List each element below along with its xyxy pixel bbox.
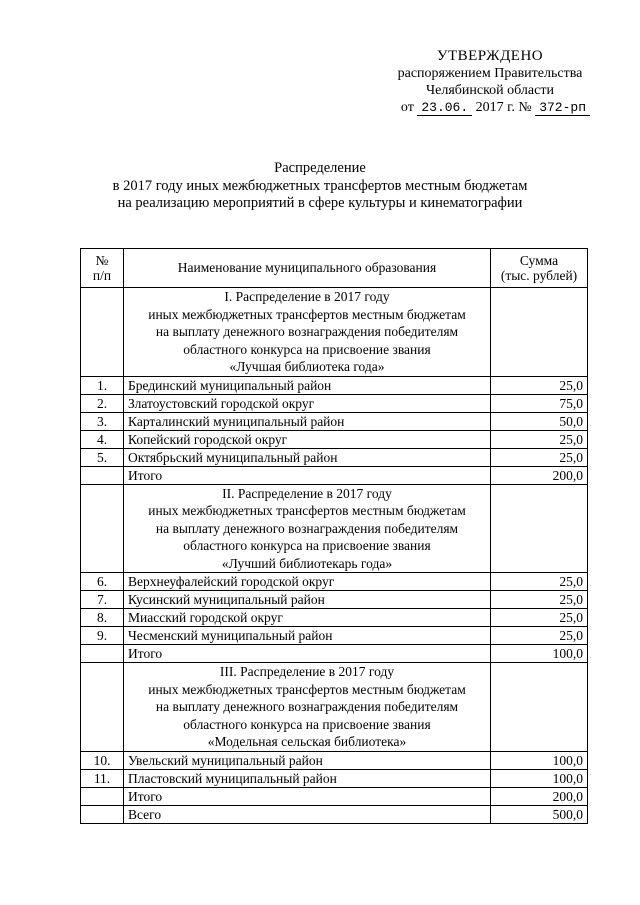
approval-year: 2017 г. № <box>475 100 532 115</box>
header-sum <box>491 249 588 288</box>
subtotal-number-cell <box>81 787 124 805</box>
row-number: 11. <box>81 769 124 787</box>
table-body <box>81 288 588 824</box>
header-sum-line-2: (тыс. рублей) <box>500 268 578 283</box>
table-row <box>81 412 588 430</box>
row-number: 10. <box>81 751 124 769</box>
section-title-line: II. Распределение в 2017 году <box>222 485 392 501</box>
title-line-1: Распределение <box>274 160 366 176</box>
approval-line-2: Челябинской области <box>426 83 554 98</box>
section-sum-cell <box>491 484 588 573</box>
subtotal-value: 100,0 <box>491 645 588 663</box>
table-row <box>81 394 588 412</box>
row-name: Кусинский муниципальный район <box>124 591 491 609</box>
section-title-line: областного конкурса на присвоение звания <box>183 341 431 357</box>
row-name: Чесменский муниципальный район <box>124 627 491 645</box>
section-title-line: на выплату денежного вознаграждения победителям <box>155 699 459 714</box>
row-number: 3. <box>81 412 124 430</box>
table-row <box>81 627 588 645</box>
section-number-cell <box>81 484 124 573</box>
row-name: Миасский городской округ <box>124 609 491 627</box>
date-prefix: от <box>400 100 414 115</box>
table-row <box>81 376 588 394</box>
row-sum: 25,0 <box>491 609 588 627</box>
subtotal-value: 200,0 <box>491 466 588 484</box>
subtotal-value: 200,0 <box>491 787 588 805</box>
table-row <box>81 430 588 448</box>
row-sum: 25,0 <box>491 573 588 591</box>
header-number <box>81 249 124 288</box>
row-name: Карталинский муниципальный район <box>124 412 491 430</box>
table-row <box>81 769 588 787</box>
section-title-line: областного конкурса на присвоение звания <box>183 538 431 553</box>
grand-total-row <box>81 805 588 823</box>
row-name: Октябрьский муниципальный район <box>124 448 491 466</box>
row-name: Верхнеуфалейский городской округ <box>124 573 491 591</box>
grand-total-value: 500,0 <box>491 805 588 823</box>
section-sum-cell <box>491 663 588 752</box>
section-title-line: «Модельная сельская библиотека» <box>207 734 407 749</box>
row-number: 7. <box>81 591 124 609</box>
subtotal-label: Итого <box>124 645 491 663</box>
subtotal-number-cell <box>81 645 124 663</box>
subtotal-row <box>81 645 588 663</box>
row-name: Увельский муниципальный район <box>124 751 491 769</box>
header-name: Наименование муниципального образования <box>124 249 491 288</box>
section-title-line: на выплату денежного вознаграждения победителям <box>155 324 459 339</box>
row-number: 8. <box>81 609 124 627</box>
subtotal-label: Итого <box>124 466 491 484</box>
row-sum: 25,0 <box>491 376 588 394</box>
section-sum-cell <box>491 288 588 377</box>
section-header-row <box>81 484 588 573</box>
section-title <box>124 663 491 752</box>
row-sum: 25,0 <box>491 591 588 609</box>
row-number: 9. <box>81 627 124 645</box>
approval-number: 372-рп <box>535 100 590 116</box>
distribution-table <box>80 248 588 824</box>
section-title-line: иных межбюджетных трансфертов местным бюджетам <box>148 503 466 518</box>
header-number-line-1: № <box>95 253 109 268</box>
row-sum: 25,0 <box>491 430 588 448</box>
row-number: 4. <box>81 430 124 448</box>
section-title-line: иных межбюджетных трансфертов местным бюджетам <box>148 306 466 322</box>
section-title-line: на выплату денежного вознаграждения победителям <box>155 520 459 536</box>
subtotal-row <box>81 466 588 484</box>
section-title-line: «Лучший библиотекарь года» <box>221 555 393 571</box>
section-title <box>124 288 491 377</box>
section-header-row <box>81 288 588 377</box>
section-title-line: областного конкурса на присвоение звания <box>183 716 431 732</box>
approval-block <box>380 48 600 116</box>
approval-date: 23.06. <box>417 100 472 116</box>
row-sum: 100,0 <box>491 769 588 787</box>
table-row <box>81 751 588 769</box>
row-sum: 75,0 <box>491 394 588 412</box>
row-name: Златоустовский городской округ <box>124 394 491 412</box>
subtotal-row <box>81 787 588 805</box>
row-number: 2. <box>81 394 124 412</box>
document-title <box>0 160 640 213</box>
approval-line-1: распоряжением Правительства <box>397 66 583 81</box>
section-title-line: «Лучшая библиотека года» <box>229 359 385 374</box>
section-title <box>124 484 491 573</box>
row-number: 5. <box>81 448 124 466</box>
header-number-line-2: п/п <box>92 268 112 283</box>
title-line-3: на реализацию мероприятий в сфере культуры и кинематографии <box>117 195 523 211</box>
table-header-row <box>81 249 588 288</box>
row-name: Копейский городской округ <box>124 430 491 448</box>
row-sum: 50,0 <box>491 412 588 430</box>
section-title-line: I. Распределение в 2017 году <box>224 289 390 304</box>
row-name: Пластовский муниципальный район <box>124 769 491 787</box>
table-row <box>81 448 588 466</box>
section-header-row <box>81 663 588 752</box>
row-number: 6. <box>81 573 124 591</box>
section-title-line: III. Распределение в 2017 году <box>219 664 395 679</box>
row-number: 1. <box>81 376 124 394</box>
subtotal-label: Итого <box>124 787 491 805</box>
approval-date-line <box>380 99 590 116</box>
approval-title: УТВЕРЖДЕНО <box>436 48 544 64</box>
table-row <box>81 609 588 627</box>
grand-total-label: Всего <box>124 805 491 823</box>
table-row <box>81 573 588 591</box>
row-sum: 25,0 <box>491 448 588 466</box>
subtotal-number-cell <box>81 466 124 484</box>
grand-total-number-cell <box>81 805 124 823</box>
row-sum: 100,0 <box>491 751 588 769</box>
header-sum-line-1: Сумма <box>519 253 559 268</box>
section-number-cell <box>81 288 124 377</box>
row-name: Брединский муниципальный район <box>124 376 491 394</box>
row-sum: 25,0 <box>491 627 588 645</box>
title-line-2: в 2017 году иных межбюджетных трансфертов местным бюджетам <box>112 177 528 194</box>
section-number-cell <box>81 663 124 752</box>
table-row <box>81 591 588 609</box>
section-title-line: иных межбюджетных трансфертов местным бюджетам <box>148 681 466 697</box>
